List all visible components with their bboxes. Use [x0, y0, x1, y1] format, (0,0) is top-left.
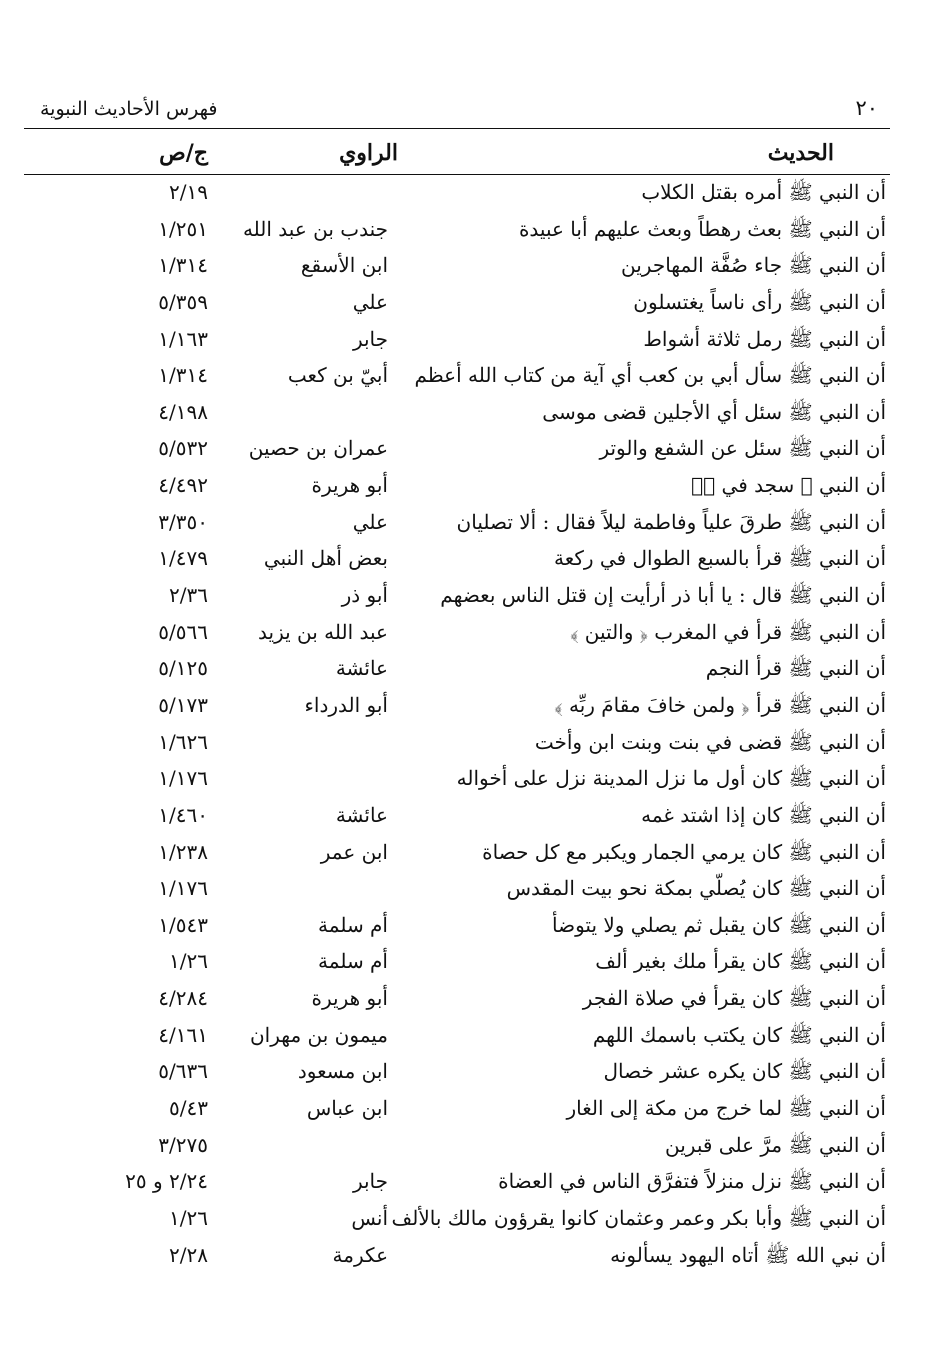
- hadith-text: أن النبي ﷺ قرأ النجم: [705, 656, 886, 681]
- volume-page-ref: ٢/٢٤ و ٢٥: [125, 1169, 208, 1194]
- hadith-text: أن النبي ﷺ لما خرج من مكة إلى الغار: [566, 1096, 886, 1121]
- table-row: [0, 577, 948, 614]
- volume-page-ref: ٤/١٦١: [158, 1022, 208, 1047]
- narrator: عمران بن حصين: [248, 436, 388, 461]
- volume-page-ref: ١/٣١٤: [158, 363, 208, 388]
- volume-page-ref: ٥/١٧٣: [158, 692, 208, 717]
- hadith-text: أن النبي ﷺ كان أول ما نزل المدينة نزل على أخواله: [456, 766, 886, 791]
- narrator: علي: [352, 509, 388, 534]
- narrator: أبو هريرة: [311, 986, 388, 1011]
- volume-page-ref: ٢/١٩: [169, 180, 208, 204]
- table-row: [0, 211, 948, 248]
- table-row: [0, 724, 948, 761]
- narrator: ابن عباس: [306, 1096, 388, 1121]
- hadith-text: أن النبي ﷺ كان يُصلّي بمكة نحو بيت المقدس: [506, 876, 886, 901]
- table-row: [0, 1017, 948, 1054]
- narrator: علي: [352, 289, 388, 314]
- narrator: بعض أهل النبي: [263, 546, 388, 571]
- table-row: [0, 870, 948, 907]
- hadith-text: أن النبي ﷺ قرأ في المغرب ﴿ والتين ﴾: [570, 619, 886, 644]
- hadith-text: أن النبي ﷺ طرقَ علياً وفاطمة ليلاً فقال : ألا تصليان: [456, 509, 886, 534]
- narrator: عكرمة: [332, 1242, 388, 1267]
- hadith-text: أن النبي ﷺ كان إذا اشتد غمه: [641, 802, 886, 827]
- table-row: [0, 980, 948, 1017]
- table-row: [0, 1090, 948, 1127]
- hadith-text: أن النبي ﷺ رمل ثلاثة أشواط: [643, 326, 886, 351]
- narrator: ابن مسعود: [297, 1059, 388, 1084]
- narrator: عبد الله بن يزيد: [258, 619, 388, 644]
- narrator: ميمون بن مهران: [249, 1022, 388, 1047]
- table-row: [0, 760, 948, 797]
- hadith-text: أن النبي ﷺ قرأ ﴿ ولمن خافَ مقامَ ربِّه ﴾: [554, 692, 886, 717]
- hadith-text: أن النبي ﷺ أمره بقتل الكلاب: [641, 180, 886, 204]
- page-number: ٢٠: [855, 96, 878, 120]
- hadith-text: أن النبي ﷺ قال : يا أبا ذر أرأيت إن قتل الناس بعضهم: [440, 583, 886, 608]
- hadith-text: أن النبي ﷺ مرَّ على قبرين: [665, 1132, 886, 1157]
- hadith-text: أن النبي ﷺ كان يقبل ثم يصلي ولا يتوضأ: [552, 912, 886, 937]
- hadith-text: أن النبي ﷺ كان يكتب باسمك اللهم: [592, 1022, 886, 1047]
- table-row: [0, 1163, 948, 1200]
- hadith-text: أن النبي ﷺ سجد في صۤ: [691, 473, 886, 498]
- narrator: عائشة: [335, 802, 388, 827]
- hadith-text: أن النبي ﷺ رأى ناساً يغتسلون: [633, 289, 886, 314]
- volume-page-ref: ١/٣١٤: [158, 253, 208, 278]
- volume-page-ref: ٤/٤٩٢: [158, 473, 208, 498]
- table-row: [0, 284, 948, 321]
- narrator: عائشة: [335, 656, 388, 681]
- hadith-text: أن النبي ﷺ قضى في بنت وبنت ابن وأخت: [534, 729, 886, 754]
- volume-page-ref: ٣/٢٧٥: [158, 1132, 208, 1157]
- table-row: [0, 467, 948, 504]
- table-row: [0, 687, 948, 724]
- book-title: فهرس الأحاديث النبوية: [40, 98, 218, 120]
- table-row: [0, 394, 948, 431]
- volume-page-ref: ٥/١٢٥: [158, 656, 208, 681]
- hadith-text: أن النبي ﷺ نزل منزلاً فتفرَّق الناس في العضاة: [498, 1169, 886, 1194]
- hadith-index-table: [0, 174, 948, 1273]
- table-row: [0, 797, 948, 834]
- volume-page-ref: ٣/٣٥٠: [158, 509, 208, 534]
- volume-page-ref: ١/١٧٦: [158, 876, 208, 901]
- hadith-text: أن النبي ﷺ وأبا بكر وعمر وعثمان كانوا يقرؤون مالك بالألف: [391, 1205, 886, 1230]
- hadith-text: أن النبي ﷺ كان يرمي الجمار ويكبر مع كل حصاة: [482, 839, 886, 864]
- volume-page-ref: ١/١٧٦: [158, 766, 208, 791]
- column-header-rawi: الراوي: [339, 140, 398, 166]
- volume-page-ref: ٥/٣٥٩: [158, 289, 208, 314]
- table-row: [0, 650, 948, 687]
- table-row: [0, 834, 948, 871]
- volume-page-ref: ١/٢٦: [169, 1205, 208, 1230]
- narrator: أنس: [351, 1205, 388, 1230]
- table-row: [0, 1053, 948, 1090]
- table-row: [0, 614, 948, 651]
- narrator: جندب بن عبد الله: [242, 216, 388, 241]
- table-row: [0, 1237, 948, 1274]
- volume-page-ref: ٥/٥٦٦: [158, 619, 208, 644]
- narrator: ابن عمر: [320, 839, 388, 864]
- hadith-text: أن النبي ﷺ سئل عن الشفع والوتر: [599, 436, 886, 461]
- volume-page-ref: ٥/٦٣٦: [158, 1059, 208, 1084]
- volume-page-ref: ٢/٢٨: [169, 1242, 208, 1267]
- hadith-text: أن النبي ﷺ بعث رهطاً وبعث عليهم أبا عبيدة: [518, 216, 886, 241]
- hadith-text: أن نبي الله ﷺ أتاه اليهود يسألونه: [610, 1242, 886, 1267]
- narrator: ابن الأسقع: [300, 253, 388, 278]
- narrator: أبيّ بن كعب: [287, 363, 388, 388]
- hadith-text: أن النبي ﷺ كان يكره عشر خصال: [603, 1059, 886, 1084]
- narrator: أم سلمة: [318, 912, 388, 937]
- table-row: [0, 1200, 948, 1237]
- table-row: [0, 357, 948, 394]
- table-row: [0, 943, 948, 980]
- header-rule: [24, 128, 890, 129]
- volume-page-ref: ١/٢٦: [169, 949, 208, 974]
- hadith-text: أن النبي ﷺ كان يقرأ ملك بغير ألف: [595, 949, 886, 974]
- volume-page-ref: ١/٢٣٨: [158, 839, 208, 864]
- volume-page-ref: ١/٤٧٩: [158, 546, 208, 571]
- volume-page-ref: ١/١٦٣: [158, 326, 208, 351]
- column-header-ref: ج/ص: [159, 140, 208, 166]
- volume-page-ref: ٤/١٩٨: [158, 399, 208, 424]
- narrator: أبو الدرداء: [304, 692, 388, 717]
- hadith-text: أن النبي ﷺ قرأ بالسبع الطوال في ركعة: [554, 546, 886, 571]
- table-row: [0, 174, 948, 211]
- table-row: [0, 907, 948, 944]
- hadith-text: أن النبي ﷺ سأل أبي بن كعب أي آية من كتاب الله أعظم: [414, 363, 886, 388]
- volume-page-ref: ٥/٥٣٢: [158, 436, 208, 461]
- volume-page-ref: ١/٤٦٠: [158, 802, 208, 827]
- table-row: [0, 321, 948, 358]
- narrator: جابر: [352, 1169, 388, 1194]
- volume-page-ref: ٥/٤٣: [169, 1096, 208, 1121]
- table-row: [0, 504, 948, 541]
- volume-page-ref: ٢/٣٦: [169, 583, 208, 608]
- narrator: أبو هريرة: [311, 473, 388, 498]
- volume-page-ref: ١/٥٤٣: [158, 912, 208, 937]
- table-row: [0, 247, 948, 284]
- volume-page-ref: ١/٢٥١: [158, 216, 208, 241]
- table-row: [0, 430, 948, 467]
- narrator: أم سلمة: [318, 949, 388, 974]
- column-header-hadith: الحديث: [767, 140, 834, 166]
- volume-page-ref: ٤/٢٨٤: [158, 986, 208, 1011]
- table-row: [0, 1127, 948, 1164]
- hadith-text: أن النبي ﷺ جاء صُفَّة المهاجرين: [621, 253, 886, 278]
- table-row: [0, 540, 948, 577]
- hadith-text: أن النبي ﷺ سئل أي الأجلين قضى موسى: [542, 399, 886, 424]
- hadith-text: أن النبي ﷺ كان يقرأ في صلاة الفجر: [582, 986, 886, 1011]
- volume-page-ref: ١/٦٢٦: [158, 729, 208, 754]
- narrator: أبو ذر: [341, 583, 388, 608]
- narrator: جابر: [352, 326, 388, 351]
